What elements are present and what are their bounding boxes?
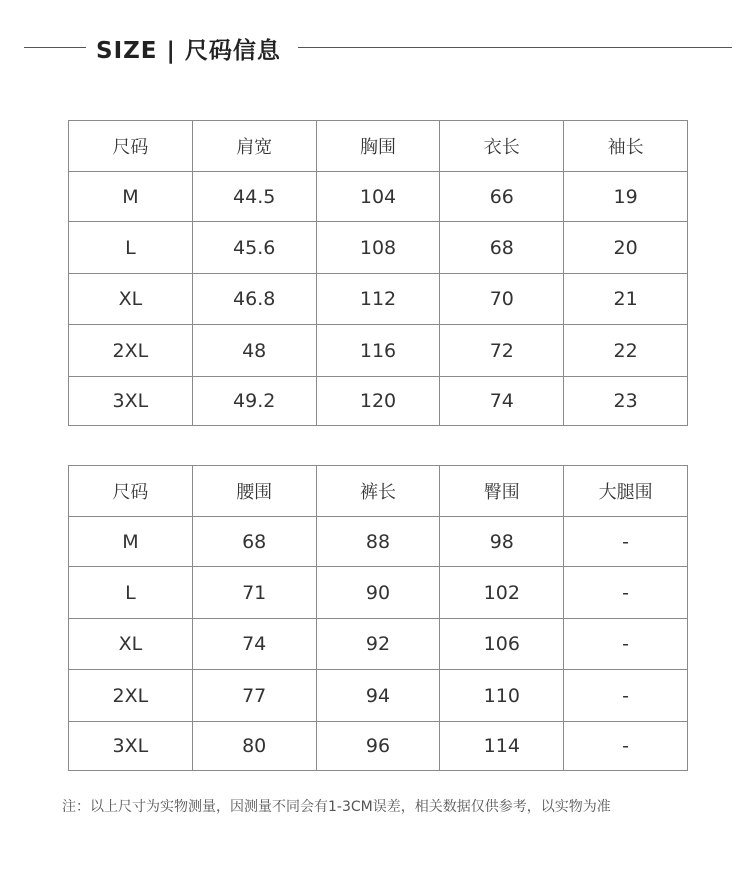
table-row bbox=[69, 222, 688, 274]
header-cell: 尺码 bbox=[69, 121, 193, 172]
size-cell: 2XL bbox=[69, 325, 193, 377]
value-cell: 21 bbox=[564, 274, 688, 325]
value-cell: 110 bbox=[440, 670, 564, 722]
size-cell: M bbox=[69, 172, 193, 222]
header-cell: 肩宽 bbox=[192, 121, 316, 172]
top-size-table bbox=[68, 120, 688, 426]
value-cell: 92 bbox=[316, 619, 440, 670]
size-cell: XL bbox=[69, 619, 193, 670]
table-row bbox=[69, 567, 688, 619]
title-row bbox=[0, 28, 750, 68]
header-cell: 尺码 bbox=[69, 466, 193, 517]
value-cell: 48 bbox=[192, 325, 316, 377]
value-cell: 112 bbox=[316, 274, 440, 325]
size-cell: 3XL bbox=[69, 722, 193, 771]
value-cell: 88 bbox=[316, 517, 440, 567]
value-cell: - bbox=[564, 619, 688, 670]
header-cell: 袖长 bbox=[564, 121, 688, 172]
table-header-row bbox=[69, 466, 688, 517]
value-cell: 44.5 bbox=[192, 172, 316, 222]
table-row bbox=[69, 325, 688, 377]
value-cell: 49.2 bbox=[192, 377, 316, 426]
value-cell: 108 bbox=[316, 222, 440, 274]
table-row bbox=[69, 670, 688, 722]
value-cell: 20 bbox=[564, 222, 688, 274]
value-cell: 96 bbox=[316, 722, 440, 771]
size-cell: 3XL bbox=[69, 377, 193, 426]
measurement-note: 注：以上尺寸为实物测量，因测量不同会有1-3CM误差，相关数据仅供参考，以实物为准 bbox=[62, 799, 611, 815]
value-cell: 23 bbox=[564, 377, 688, 426]
table-row bbox=[69, 172, 688, 222]
bottom-size-table bbox=[68, 465, 688, 771]
header-cell: 衣长 bbox=[440, 121, 564, 172]
size-cell: XL bbox=[69, 274, 193, 325]
value-cell: 70 bbox=[440, 274, 564, 325]
value-cell: - bbox=[564, 722, 688, 771]
table-row bbox=[69, 517, 688, 567]
title-divider-right bbox=[298, 47, 732, 48]
value-cell: 66 bbox=[440, 172, 564, 222]
table-row bbox=[69, 274, 688, 325]
value-cell: 80 bbox=[192, 722, 316, 771]
value-cell: 104 bbox=[316, 172, 440, 222]
value-cell: 74 bbox=[440, 377, 564, 426]
size-cell: 2XL bbox=[69, 670, 193, 722]
value-cell: 22 bbox=[564, 325, 688, 377]
value-cell: - bbox=[564, 670, 688, 722]
value-cell: 77 bbox=[192, 670, 316, 722]
value-cell: 90 bbox=[316, 567, 440, 619]
value-cell: 45.6 bbox=[192, 222, 316, 274]
table-row bbox=[69, 377, 688, 426]
value-cell: 71 bbox=[192, 567, 316, 619]
value-cell: 106 bbox=[440, 619, 564, 670]
size-cell: L bbox=[69, 222, 193, 274]
header-cell: 裤长 bbox=[316, 466, 440, 517]
value-cell: 72 bbox=[440, 325, 564, 377]
value-cell: 46.8 bbox=[192, 274, 316, 325]
value-cell: 19 bbox=[564, 172, 688, 222]
value-cell: 102 bbox=[440, 567, 564, 619]
value-cell: 120 bbox=[316, 377, 440, 426]
header-cell: 臀围 bbox=[440, 466, 564, 517]
value-cell: 68 bbox=[440, 222, 564, 274]
value-cell: 68 bbox=[192, 517, 316, 567]
title-divider-left bbox=[24, 47, 86, 48]
page-title: SIZE | 尺码信息 bbox=[96, 38, 281, 64]
header-cell: 腰围 bbox=[192, 466, 316, 517]
size-cell: L bbox=[69, 567, 193, 619]
value-cell: 74 bbox=[192, 619, 316, 670]
table-header-row bbox=[69, 121, 688, 172]
table-row bbox=[69, 619, 688, 670]
value-cell: - bbox=[564, 567, 688, 619]
table-row bbox=[69, 722, 688, 771]
value-cell: 116 bbox=[316, 325, 440, 377]
header-cell: 大腿围 bbox=[564, 466, 688, 517]
value-cell: - bbox=[564, 517, 688, 567]
value-cell: 98 bbox=[440, 517, 564, 567]
value-cell: 114 bbox=[440, 722, 564, 771]
value-cell: 94 bbox=[316, 670, 440, 722]
header-cell: 胸围 bbox=[316, 121, 440, 172]
size-cell: M bbox=[69, 517, 193, 567]
